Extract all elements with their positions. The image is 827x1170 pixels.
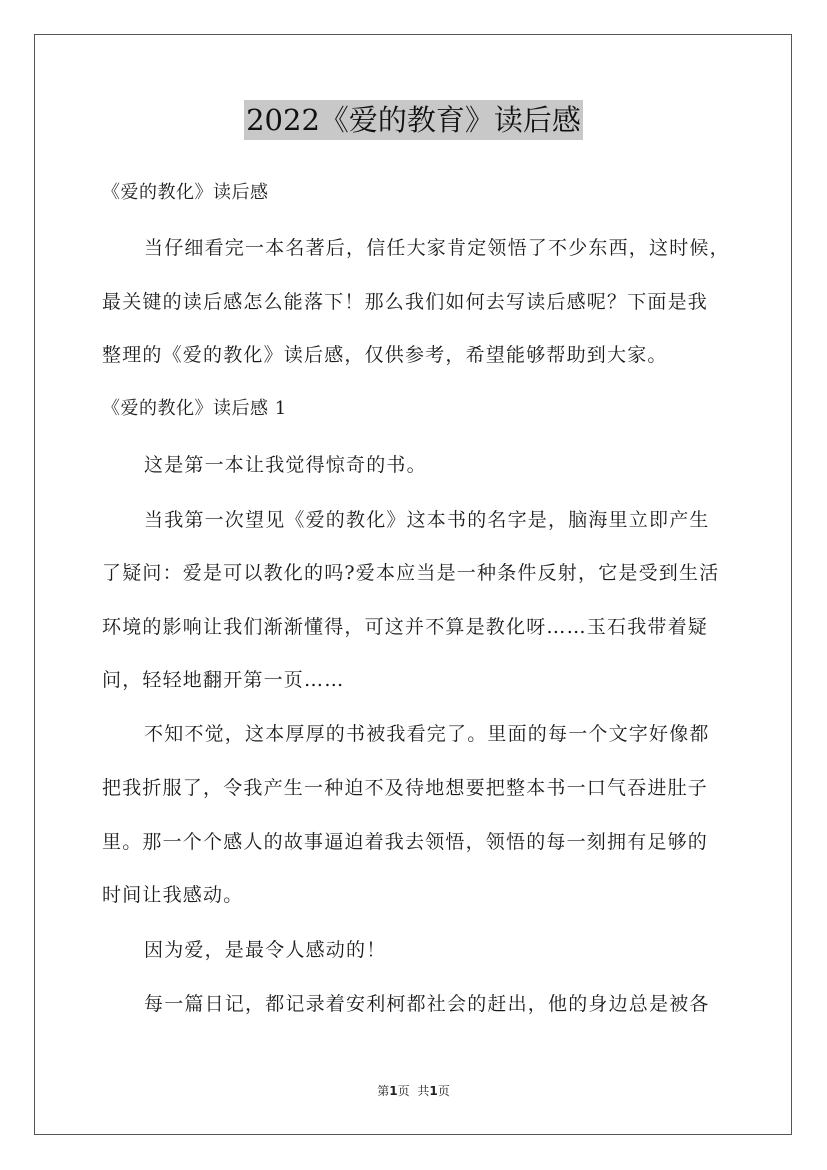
- body-line: 每一篇日记，都记录着安利柯都社会的赶出，他的身边总是被各: [144, 993, 710, 1015]
- body-line: 这是第一本让我觉得惊奇的书。: [144, 454, 427, 476]
- body-line: 时间让我感动。: [102, 884, 244, 906]
- body-line: 环境的影响让我们渐渐懂得，可这并不算是教化呀……玉石我带着疑: [102, 616, 709, 638]
- intro-line: 整理的《爱的教化》读后感，仅供参考，希望能够帮助到大家。: [102, 344, 668, 366]
- page-footer: [0, 1082, 827, 1100]
- body-line: 当我第一次望见《爱的教化》这本书的名字是，脑海里立即产生: [144, 509, 710, 531]
- body-line: 因为爱，是最令人感动的！: [144, 939, 387, 961]
- page-prefix: 第: [377, 1084, 390, 1098]
- total-prefix: 共: [417, 1084, 430, 1098]
- title-container: [0, 100, 827, 140]
- body-line: 里。那一个个感人的故事逼迫着我去领悟，领悟的每一刻拥有足够的: [102, 831, 709, 853]
- intro-line: 最关键的读后感怎么能落下！那么我们如何去写读后感呢？下面是我: [102, 291, 709, 313]
- section-heading: 《爱的教化》读后感 1: [102, 398, 287, 419]
- page-suffix: 页: [397, 1084, 410, 1098]
- total-pages: 1: [429, 1084, 438, 1098]
- body-line: 了疑问：爱是可以教化的吗?爱本应当是一种条件反射，它是受到生活: [102, 562, 720, 584]
- body-line: 不知不觉，这本厚厚的书被我看完了。里面的每一个文字好像都: [144, 723, 710, 745]
- body-line: 问，轻轻地翻开第一页……: [102, 669, 345, 691]
- document-subtitle: 《爱的教化》读后感: [102, 182, 269, 203]
- total-suffix: 页: [437, 1084, 450, 1098]
- intro-line: 当仔细看完一本名著后，信任大家肯定领悟了不少东西，这时候，: [144, 237, 730, 259]
- body-line: 把我折服了，令我产生一种迫不及待地想要把整本书一口气吞进肚子: [102, 777, 709, 799]
- document-title: 2022《爱的教育》读后感: [244, 100, 583, 140]
- page-number: 1: [389, 1084, 398, 1098]
